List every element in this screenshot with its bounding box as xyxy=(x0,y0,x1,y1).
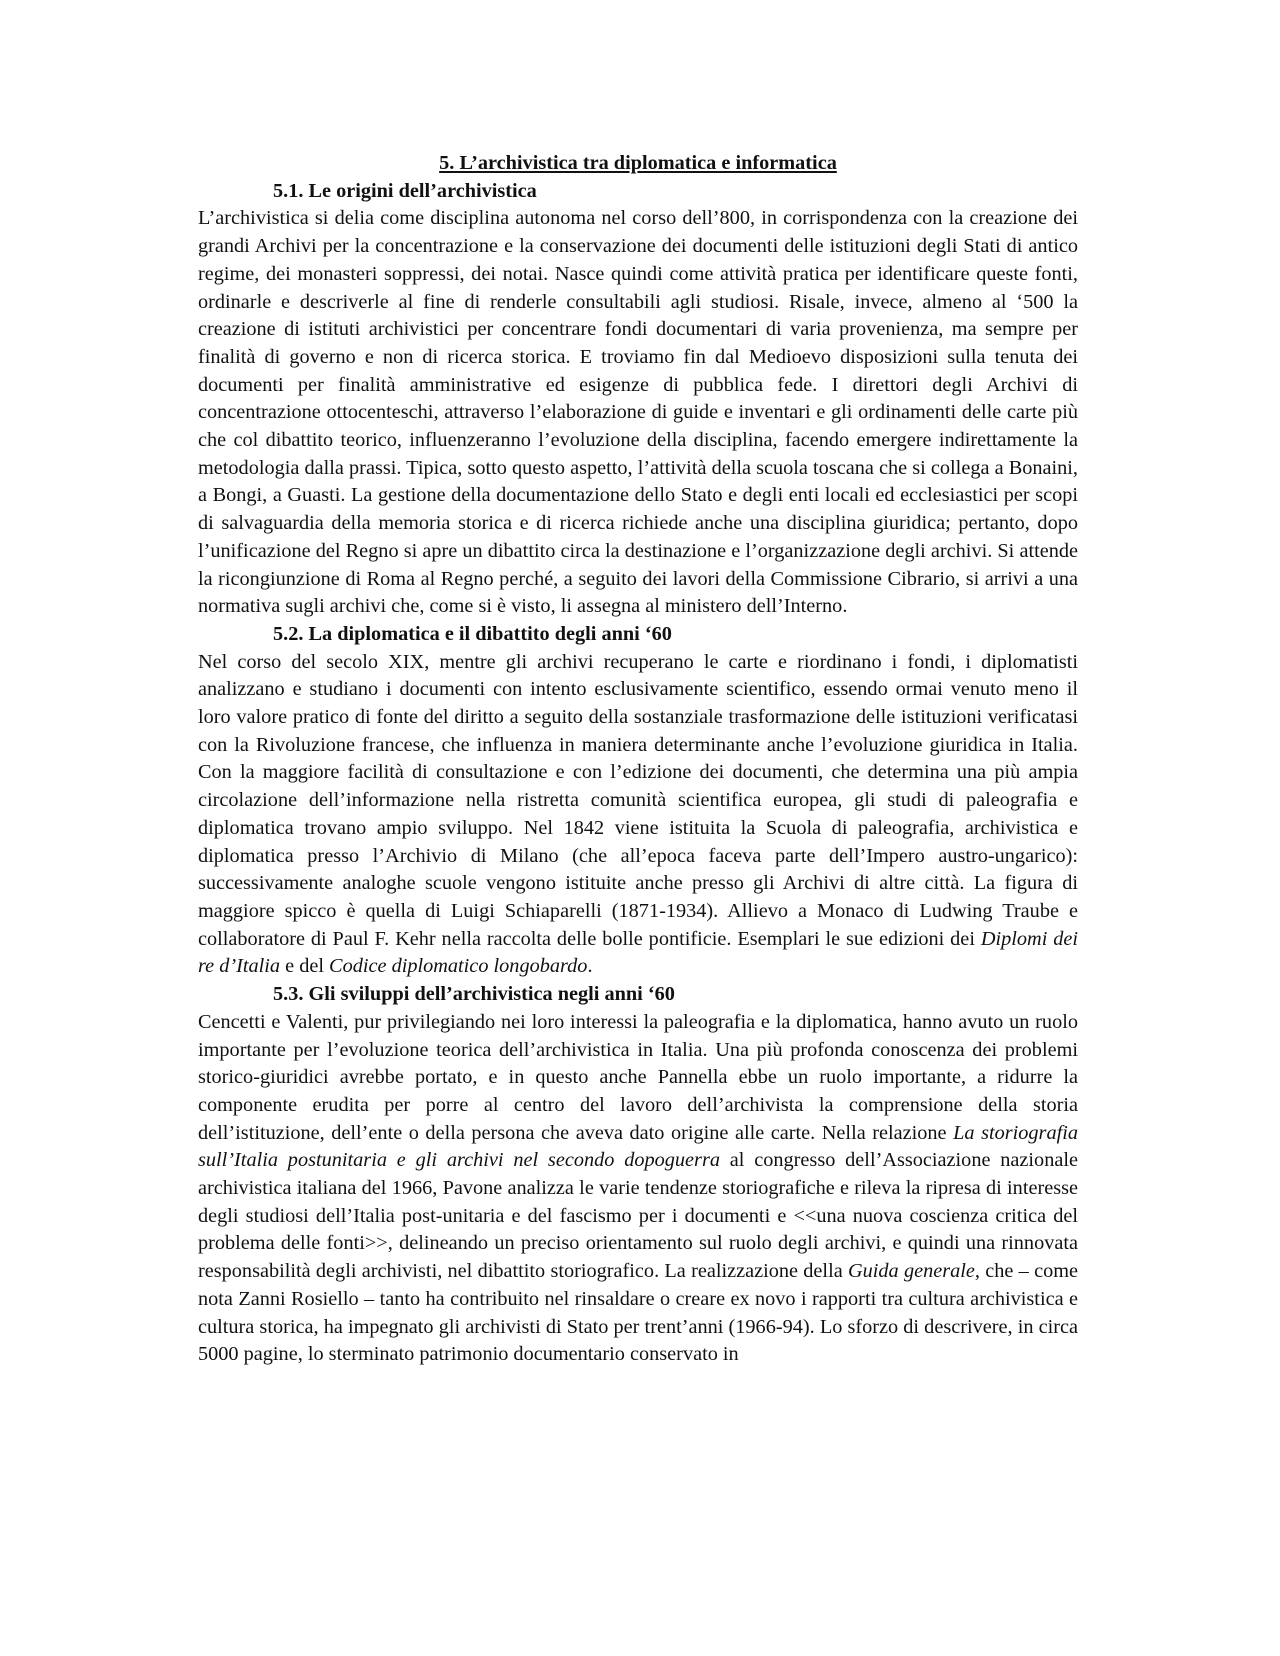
section-title-5-3: 5.3. Gli sviluppi dell’archivistica negli anni ‘60 xyxy=(273,983,675,1006)
section-title-5-2: 5.2. La diplomatica e il dibattito degli anni ‘60 xyxy=(273,622,672,645)
section-5-3-text-c: , che – come nota Zanni Rosiello – tanto ha contribuito nel rinsaldare o creare ex novo i rapporti tra cultura archivistica e cultura storica, ha impegnato gli archivisti di Stato per trent’anni (1966-94). Lo sforzo di descrivere, in circa 5000 pagine, lo sterminato patrimonio documentario conservato in xyxy=(198,1260,1078,1366)
section-5-2-text-c: . xyxy=(587,955,593,978)
chapter-title: 5. L’archivistica tra diplomatica e informatica xyxy=(439,152,837,174)
section-title-5-1: 5.1. Le origini dell’archivistica xyxy=(273,179,537,202)
section-5-2-text-a: Nel corso del secolo XIX, mentre gli archivi recuperano le carte e riordinano i fondi, i diplomatisti analizzano e studiano i documenti con intento esclusivamente scientifico, essendo ormai venuto meno il loro valore pratico di fonte del diritto a seguito della sostanziale trasformazione delle istituzioni verificatasi con la Rivoluzione francese, che influenza in maniera determinante anche l’evoluzione giuridica in Italia. Con la maggiore facilità di consultazione e con l’edizione dei documenti, che determina una più ampia circolazione dell’informazione nella ristretta comunità scientifica europea, gli studi di paleografia e diplomatica trovano ampio sviluppo. Nel 1842 viene istituita la Scuola di paleografia, archivistica e diplomatica presso l’Archivio di Milano (che all’epoca faceva parte dell’Impero austro-ungarico): successivamente analoghe scuole vengono istituite anche presso gli Archivi di altre città. La figura di maggiore spicco è quella di Luigi Schiaparelli (1871-1934). Allievo a Monaco di Ludwing Traube e collaboratore di Paul F. Kehr nella raccolta delle bolle pontificie. Esemplari le sue edizioni dei xyxy=(198,650,1078,950)
section-5-3-text-b: al congresso dell’Associazione nazionale archivistica italiana del 1966, Pavone analizza le varie tendenze storiografiche e rileva la ripresa di interesse degli studiosi dell’Italia post-unitaria e del fascismo per i documenti e <<una nuova coscienza critica del problema delle fonti>>, delineando un preciso orientamento sul ruolo degli archivi, e quindi una rinnovata responsabilità degli archivisti, nel dibattito storiografico. La realizzazione della xyxy=(198,1149,1078,1283)
section-body-5-1: L’archivistica si delia come disciplina autonoma nel corso dell’800, in corrispondenza con la creazione dei grandi Archivi per la concentrazione e la conservazione dei documenti delle istituzioni degli Stati di antico regime, dei monasteri soppressi, dei notai. Nasce quindi come attività pratica per identificare queste fonti, ordinarle e descriverle al fine di renderle consultabili agli studiosi. Risale, invece, almeno al ‘500 la creazione di istituti archivistici per concentrare fondi documentari di varia provenienza, ma sempre per finalità di governo e non di ricerca storica. E troviamo fin dal Medioevo disposizioni sulla tenuta dei documenti per finalità amministrative ed esigenze di pubblica fede. I direttori degli Archivi di concentrazione ottocenteschi, attraverso l’elaborazione di guide e inventari e gli ordinamenti delle carte più che col dibattito teorico, influenzeranno l’evoluzione della disciplina, facendo emergere indirettamente la metodologia dalla prassi. Tipica, sotto questo aspetto, l’attività della scuola toscana che si collega a Bonaini, a Bongi, a Guasti. La gestione della documentazione dello Stato e degli enti locali ed ecclesiastici per scopi di salvaguardia della memoria storica e di ricerca richiede anche una disciplina giuridica; pertanto, dopo l’unificazione del Regno si apre un dibattito circa la destinazione e l’organizzazione degli archivi. Si attende la ricongiunzione di Roma al Regno perché, a seguito dei lavori della Commissione Cibrario, si arrivi a una normativa sugli archivi che, come si è visto, li assegna al ministero dell’Interno. xyxy=(198,207,1078,618)
italic-title-guida: Guida generale xyxy=(847,1260,975,1283)
italic-title-storiografia: La storiografia sull’Italia postunitaria e gli archivi nel secondo dopoguerra xyxy=(198,1121,1078,1172)
document-page xyxy=(198,150,1078,1369)
section-5-3-text-a: Cencetti e Valenti, pur privilegiando nei loro interessi la paleografia e la diplomatica, hanno avuto un ruolo importante per l’evoluzione teorica dell’archivistica in Italia. Una più profonda conoscenza dei problemi storico-giuridici avrebbe portato, e in questo anche Pannella ebbe un ruolo importante, a ridurre la componente erudita per porre al centro del lavoro dell’archivista la comprensione della storia dell’istituzione, dell’ente o della persona che aveva dato origine alle carte. Nella relazione xyxy=(198,1010,1078,1144)
section-body-5-2 xyxy=(198,649,1078,981)
italic-title-diplomi: Diplomi dei re d’Italia xyxy=(198,927,1078,978)
section-body-5-3 xyxy=(198,1009,1078,1369)
italic-title-codice: Codice diplomatico longobardo xyxy=(329,955,588,978)
section-5-2-text-b: e del xyxy=(280,955,330,978)
